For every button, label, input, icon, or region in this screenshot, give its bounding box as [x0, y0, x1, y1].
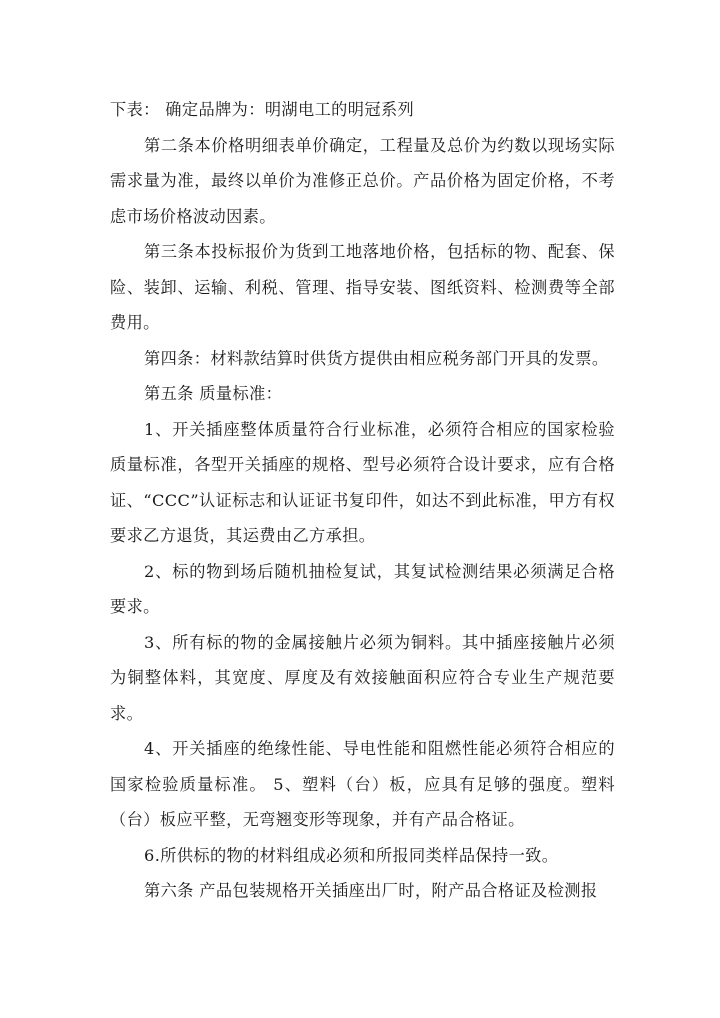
paragraph-quality-4-5: 4、开关插座的绝缘性能、导电性能和阻燃性能必须符合相应的国家检验质量标准。 5、塑料（台）板，应具有足够的强度。塑料（台）板应平整，无弯翘变形等现象，并有产品合格证。 — [110, 739, 615, 829]
paragraph-quality-1: 1、开关插座整体质量符合行业标准，必须符合相应的国家检验质量标准，各型开关插座的规格、型号必须符合设计要求，应有合格证、“CCC”认证标志和认证证书复印件，如达不到此标准，甲方有权要求乙方退货，其运费由乙方承担。 — [110, 419, 615, 545]
document-body — [110, 92, 615, 909]
paragraph-brand: 下表： 确定品牌为：明湖电工的明冠系列 — [110, 100, 415, 119]
paragraph-article-6: 第六条 产品包装规格开关插座出厂时，附产品合格证及检测报 — [144, 881, 598, 900]
paragraph-quality-6: 6.所供标的物的材料组成必须和所报同类样品保持一致。 — [144, 845, 559, 865]
paragraph-article-5-heading: 第五条 质量标准： — [144, 384, 283, 403]
paragraph-quality-2: 2、标的物到场后随机抽检复试，其复试检测结果必须满足合格要求。 — [110, 561, 615, 616]
paragraph-article-3: 第三条本投标报价为货到工地落地价格，包括标的物、配套、保险、装卸、运输、利税、管理、指导安装、图纸资料、检测费等全部费用。 — [110, 242, 615, 332]
paragraph-quality-3: 3、所有标的物的金属接触片必须为铜料。其中插座接触片必须为铜整体料，其宽度、厚度及有效接触面积应符合专业生产规范要求。 — [110, 632, 615, 723]
paragraph-article-2: 第二条本价格明细表单价确定，工程量及总价为约数以现场实际需求量为准，最终以单价为准修正总价。产品价格为固定价格，不考虑市场价格波动因素。 — [110, 135, 615, 226]
paragraph-article-4: 第四条：材料款结算时供货方提供由相应税务部门开具的发票。 — [144, 348, 609, 368]
